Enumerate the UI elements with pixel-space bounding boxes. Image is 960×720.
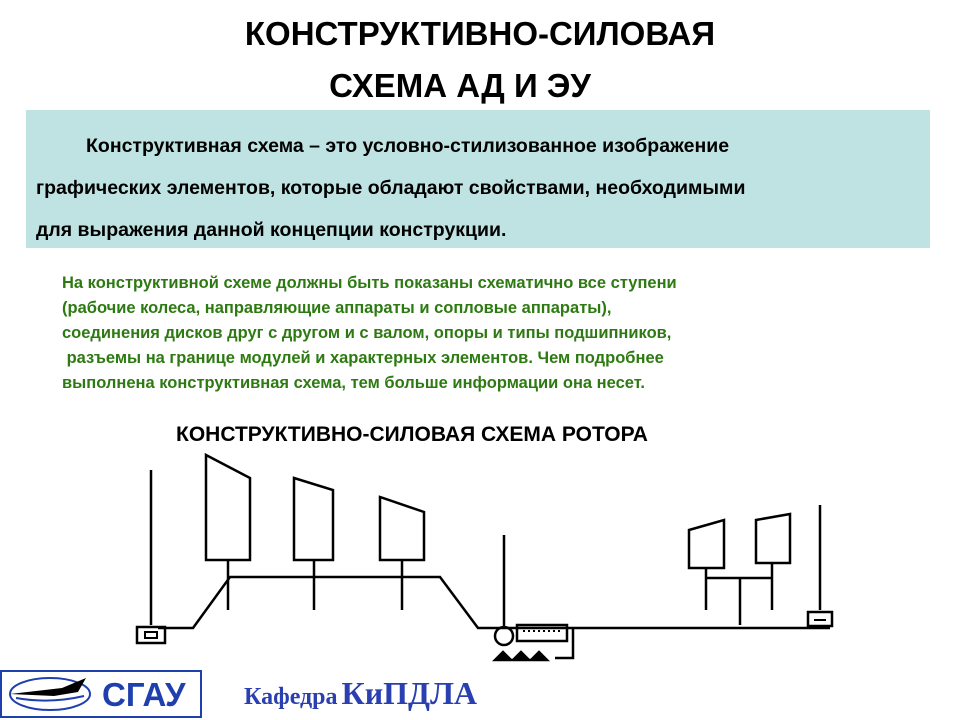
sgau-logo-icon bbox=[2, 672, 98, 716]
middle-bearing-icon bbox=[495, 627, 513, 645]
turbine-blade-2-icon bbox=[756, 514, 790, 563]
logo-text: СГАУ bbox=[102, 676, 186, 713]
diagram-title: КОНСТРУКТИВНО-СИЛОВАЯ СХЕМА РОТОРА bbox=[176, 423, 648, 446]
description-text bbox=[62, 271, 902, 396]
left-bearing-inner-icon bbox=[145, 632, 157, 638]
page-title-line-1: КОНСТРУКТИВНО-СИЛОВАЯ bbox=[244, 15, 716, 52]
blade-1-icon bbox=[206, 455, 250, 560]
definition-line-3: для выражения данной концепции конструкции. bbox=[36, 219, 507, 241]
definition-box bbox=[26, 110, 930, 248]
definition-line-1: Конструктивная схема – это условно-стилизованное изображение bbox=[86, 135, 730, 157]
definition-line-2: графических элементов, которые обладают свойствами, необходимыми bbox=[36, 177, 746, 199]
coupling-outline bbox=[555, 628, 573, 658]
rotor-shaft bbox=[158, 577, 830, 628]
description-line-3: соединения дисков друг с другом и с валом, опоры и типы подшипников, bbox=[62, 324, 672, 342]
turbine-blade-1-icon bbox=[689, 520, 724, 568]
left-bearing-icon bbox=[137, 627, 165, 643]
bearing-triangles-icon bbox=[495, 652, 547, 660]
rotor-scheme-diagram bbox=[0, 440, 960, 670]
blade-3-icon bbox=[380, 497, 424, 560]
department-prefix: Кафедра bbox=[244, 684, 338, 710]
blade-2-icon bbox=[294, 478, 333, 560]
description-line-1: На конструктивной схеме должны быть показаны схематично все ступени bbox=[62, 274, 677, 292]
description-line-4: разъемы на границе модулей и характерных элементов. Чем подробнее bbox=[62, 349, 664, 367]
sgau-logo bbox=[0, 670, 202, 718]
description-line-5: выполнена конструктивная схема, тем больше информации она несет. bbox=[62, 374, 645, 392]
department-label bbox=[244, 675, 477, 712]
page-title-line-2: СХЕМА АД И ЭУ bbox=[329, 67, 591, 104]
department-name: КиПДЛА bbox=[341, 675, 478, 711]
description-line-2: (рабочие колеса, направляющие аппараты и сопловые аппараты), bbox=[62, 299, 612, 317]
